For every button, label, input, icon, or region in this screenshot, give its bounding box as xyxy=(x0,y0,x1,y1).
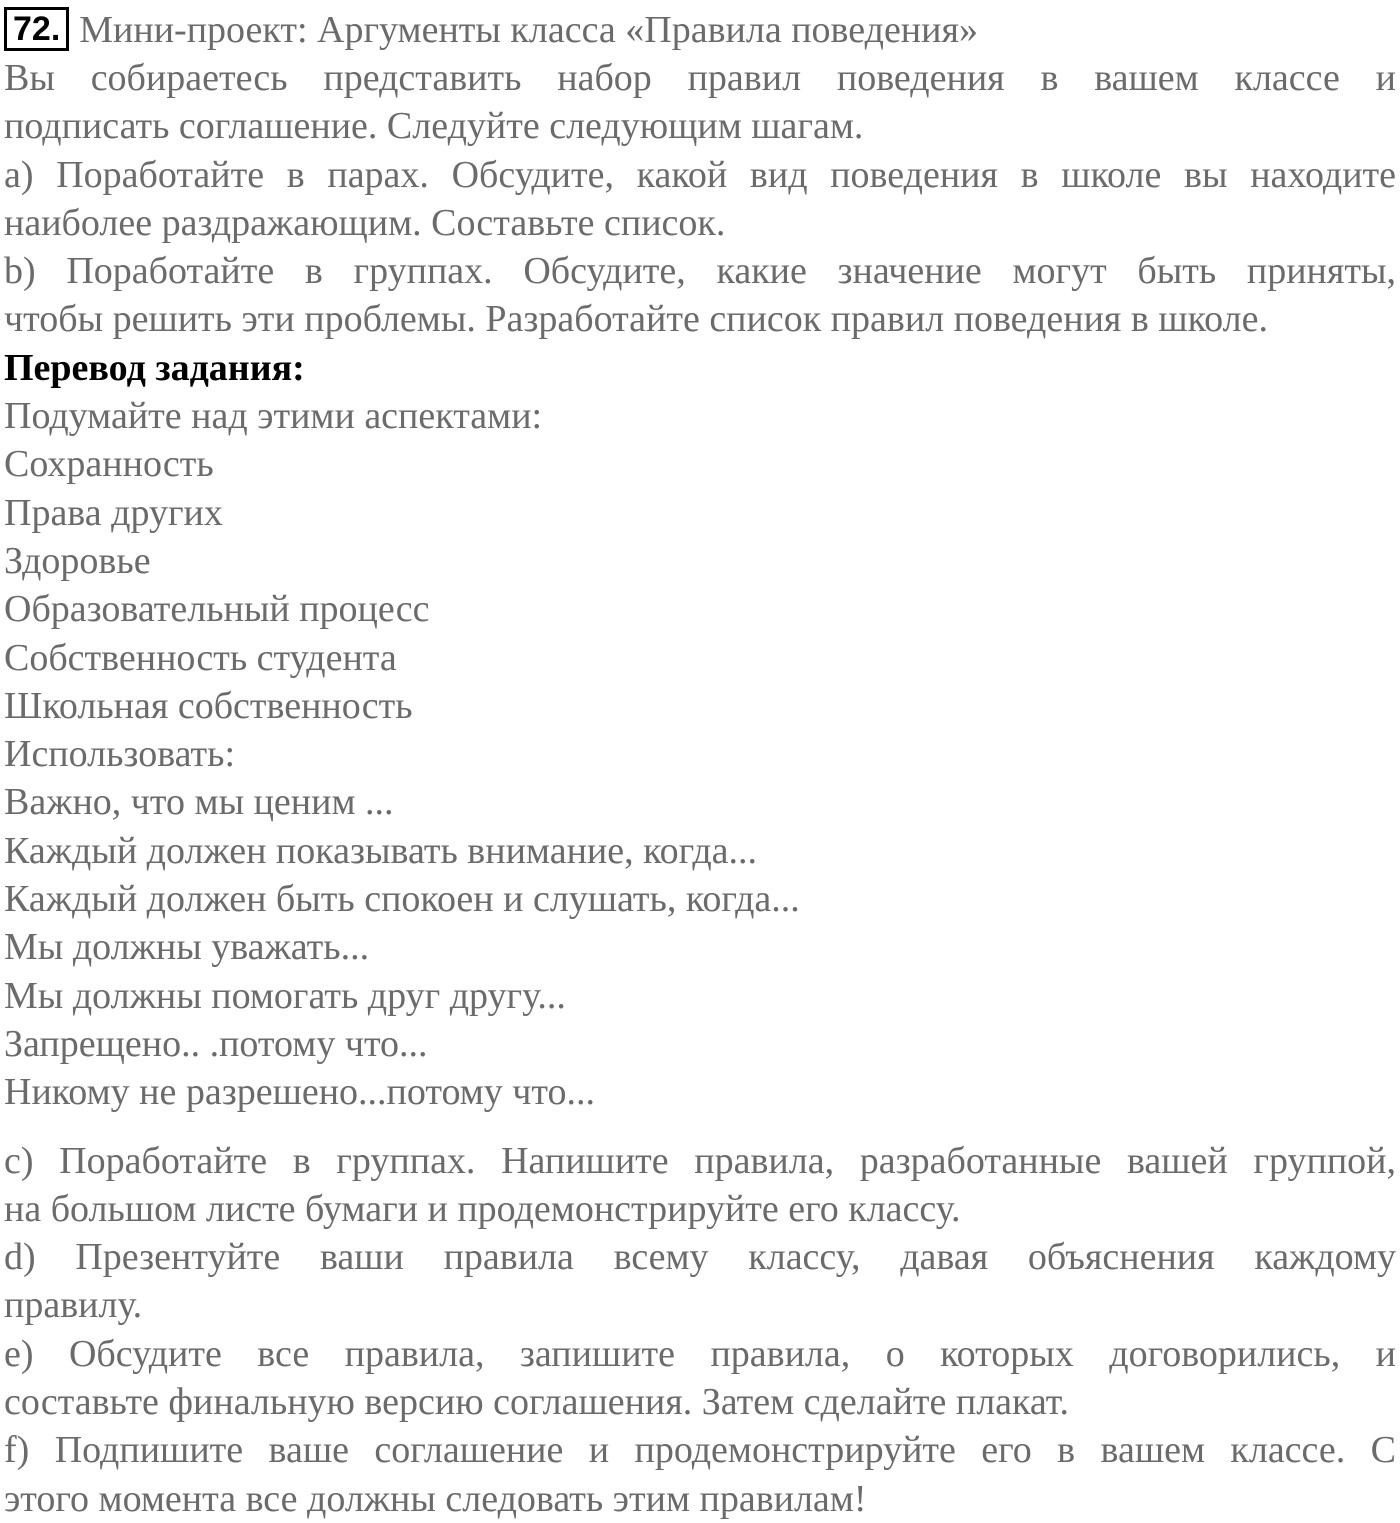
aspect-item: Образовательный процесс xyxy=(4,588,430,631)
phrase-item: Мы должны уважать... xyxy=(4,926,370,969)
intro-line-2: подписать соглашение. Следуйте следующим шагам. xyxy=(4,105,864,148)
exercise-number: 72. xyxy=(4,7,69,51)
task-c-line-1: c) Поработайте в группах. Напишите правила, разработанные вашей группой, xyxy=(4,1139,1396,1182)
task-d-line-2: правилу. xyxy=(4,1284,143,1327)
aspect-item: Здоровье xyxy=(4,539,151,582)
task-c-line-2: на большом листе бумаги и продемонстрируйте его классу. xyxy=(4,1187,961,1230)
task-e-line-2: составьте финальную версию соглашения. Затем сделайте плакат. xyxy=(4,1381,1070,1424)
phrase-item: Запрещено.. .потому что... xyxy=(4,1022,428,1065)
task-b-line-2: чтобы решить эти проблемы. Разработайте список правил поведения в школе. xyxy=(4,298,1268,341)
phrases-intro: Использовать: xyxy=(4,733,236,776)
document-page xyxy=(4,6,1396,1523)
translation-heading: Перевод задания: xyxy=(4,346,305,389)
aspect-item: Собственность студента xyxy=(4,636,397,679)
task-d-line-1: d) Презентуйте ваши правила всему классу, давая объяснения каждому xyxy=(4,1236,1396,1279)
phrase-item: Важно, что мы ценим ... xyxy=(4,781,394,824)
aspect-item: Права других xyxy=(4,491,223,534)
task-e-line-1: e) Обсудите все правила, запишите правила, о которых договорились, и xyxy=(4,1332,1396,1375)
phrase-item: Каждый должен показывать внимание, когда... xyxy=(4,829,758,872)
task-a-line-2: наиболее раздражающим. Составьте список. xyxy=(4,201,726,244)
phrase-item: Мы должны помогать друг другу... xyxy=(4,974,566,1017)
aspect-item: Сохранность xyxy=(4,443,214,486)
aspects-intro: Подумайте над этими аспектами: xyxy=(4,395,543,438)
intro-line-1: Вы собираетесь представить набор правил поведения в вашем классе и xyxy=(4,57,1396,99)
task-f-line-2: этого момента все должны следовать этим правилам! xyxy=(4,1477,867,1520)
phrase-item: Каждый должен быть спокоен и слушать, когда... xyxy=(4,878,800,921)
exercise-title: Мини-проект: Аргументы класса «Правила поведения» xyxy=(79,9,978,51)
task-f-line-1: f) Подпишите ваше соглашение и продемонстрируйте его в вашем классе. С xyxy=(4,1429,1396,1472)
task-b-line-1: b) Поработайте в группах. Обсудите, какие значение могут быть приняты, xyxy=(4,250,1396,293)
aspect-item: Школьная собственность xyxy=(4,684,413,727)
section-spacer xyxy=(4,1117,1396,1137)
exercise-header xyxy=(4,6,1396,54)
phrase-item: Никому не разрешено...потому что... xyxy=(4,1071,596,1114)
task-a-line-1: a) Поработайте в парах. Обсудите, какой вид поведения в школе вы находите xyxy=(4,153,1396,196)
